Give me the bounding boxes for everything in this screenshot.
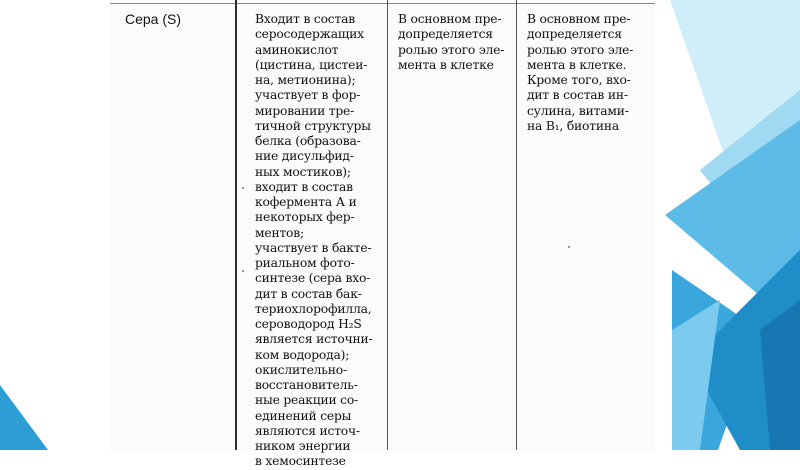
text-line: тичной структуры: [255, 118, 371, 133]
text-line: являются источ-: [255, 423, 360, 438]
left-corner-triangle: [0, 385, 48, 450]
text-line: ролью этого эле-: [398, 42, 505, 57]
text-line: ные реакции со-: [255, 393, 358, 408]
element-name-cell: [125, 11, 181, 27]
text-line: риальном фото-: [255, 256, 355, 270]
text-line: синтезе (сера вхо-: [255, 271, 371, 286]
text-line: кофермента А и: [255, 195, 357, 209]
text-line: мента в клетке.: [527, 57, 627, 72]
text-line: некоторых фер-: [255, 210, 355, 225]
text-line: на B₁, биотина: [527, 118, 619, 133]
text-line: единений серы: [255, 408, 352, 423]
text-line: аминокислот: [255, 42, 339, 57]
text-line: дит в состав бак-: [255, 286, 362, 301]
text-line: ментов;: [255, 225, 304, 240]
biological-role-cell: [255, 12, 372, 470]
table-top-rule: [110, 3, 655, 4]
text-line: В основном пре-: [527, 12, 631, 26]
text-line: участвует в бакте-: [255, 240, 372, 255]
text-line: окислительно-: [255, 362, 347, 377]
text-line: является источни-: [255, 332, 373, 347]
scan-speck: [242, 187, 244, 189]
scanned-table: [110, 0, 655, 469]
element-name: Сера (S): [125, 11, 182, 27]
text-line: мировании тре-: [255, 103, 355, 118]
text-line: белка (образова-: [255, 134, 361, 148]
scan-speck: [242, 270, 244, 272]
text-line: ком водорода);: [255, 347, 350, 362]
text-line: дит в состав ин-: [527, 88, 628, 103]
text-line: ролью этого эле-: [527, 42, 634, 57]
column-divider-3: [516, 0, 517, 450]
text-line: мента в клетке: [398, 57, 494, 72]
text-line: восстановитель-: [255, 378, 358, 392]
text-line: териохлорофилла,: [255, 301, 372, 316]
text-line: участвует в фор-: [255, 88, 361, 103]
column-divider-2: [387, 0, 388, 450]
text-line: ником энергии: [255, 439, 351, 453]
text-line: допределяется: [398, 27, 493, 42]
text-line: (цистина, цистеи-: [255, 57, 368, 72]
text-line: Кроме того, вхо-: [527, 73, 631, 87]
text-line: в хемосинтезе: [255, 454, 346, 469]
text-line: ние дисульфид-: [255, 149, 354, 164]
plants-cell: [398, 12, 504, 73]
text-line: сулина, витами-: [527, 103, 629, 118]
text-line: В основном пре-: [398, 12, 502, 26]
scan-speck: [568, 246, 570, 248]
text-line: на, метионина);: [255, 73, 356, 87]
text-line: допределяется: [527, 27, 622, 42]
animals-cell: [527, 12, 633, 134]
column-divider-1: [235, 0, 237, 450]
text-line: серосодержащих: [255, 27, 364, 42]
text-line: входит в состав: [255, 179, 353, 194]
text-line: сероводород H₂S: [255, 317, 362, 331]
text-line: Входит в состав: [255, 12, 355, 26]
text-line: ных мостиков);: [255, 164, 351, 179]
